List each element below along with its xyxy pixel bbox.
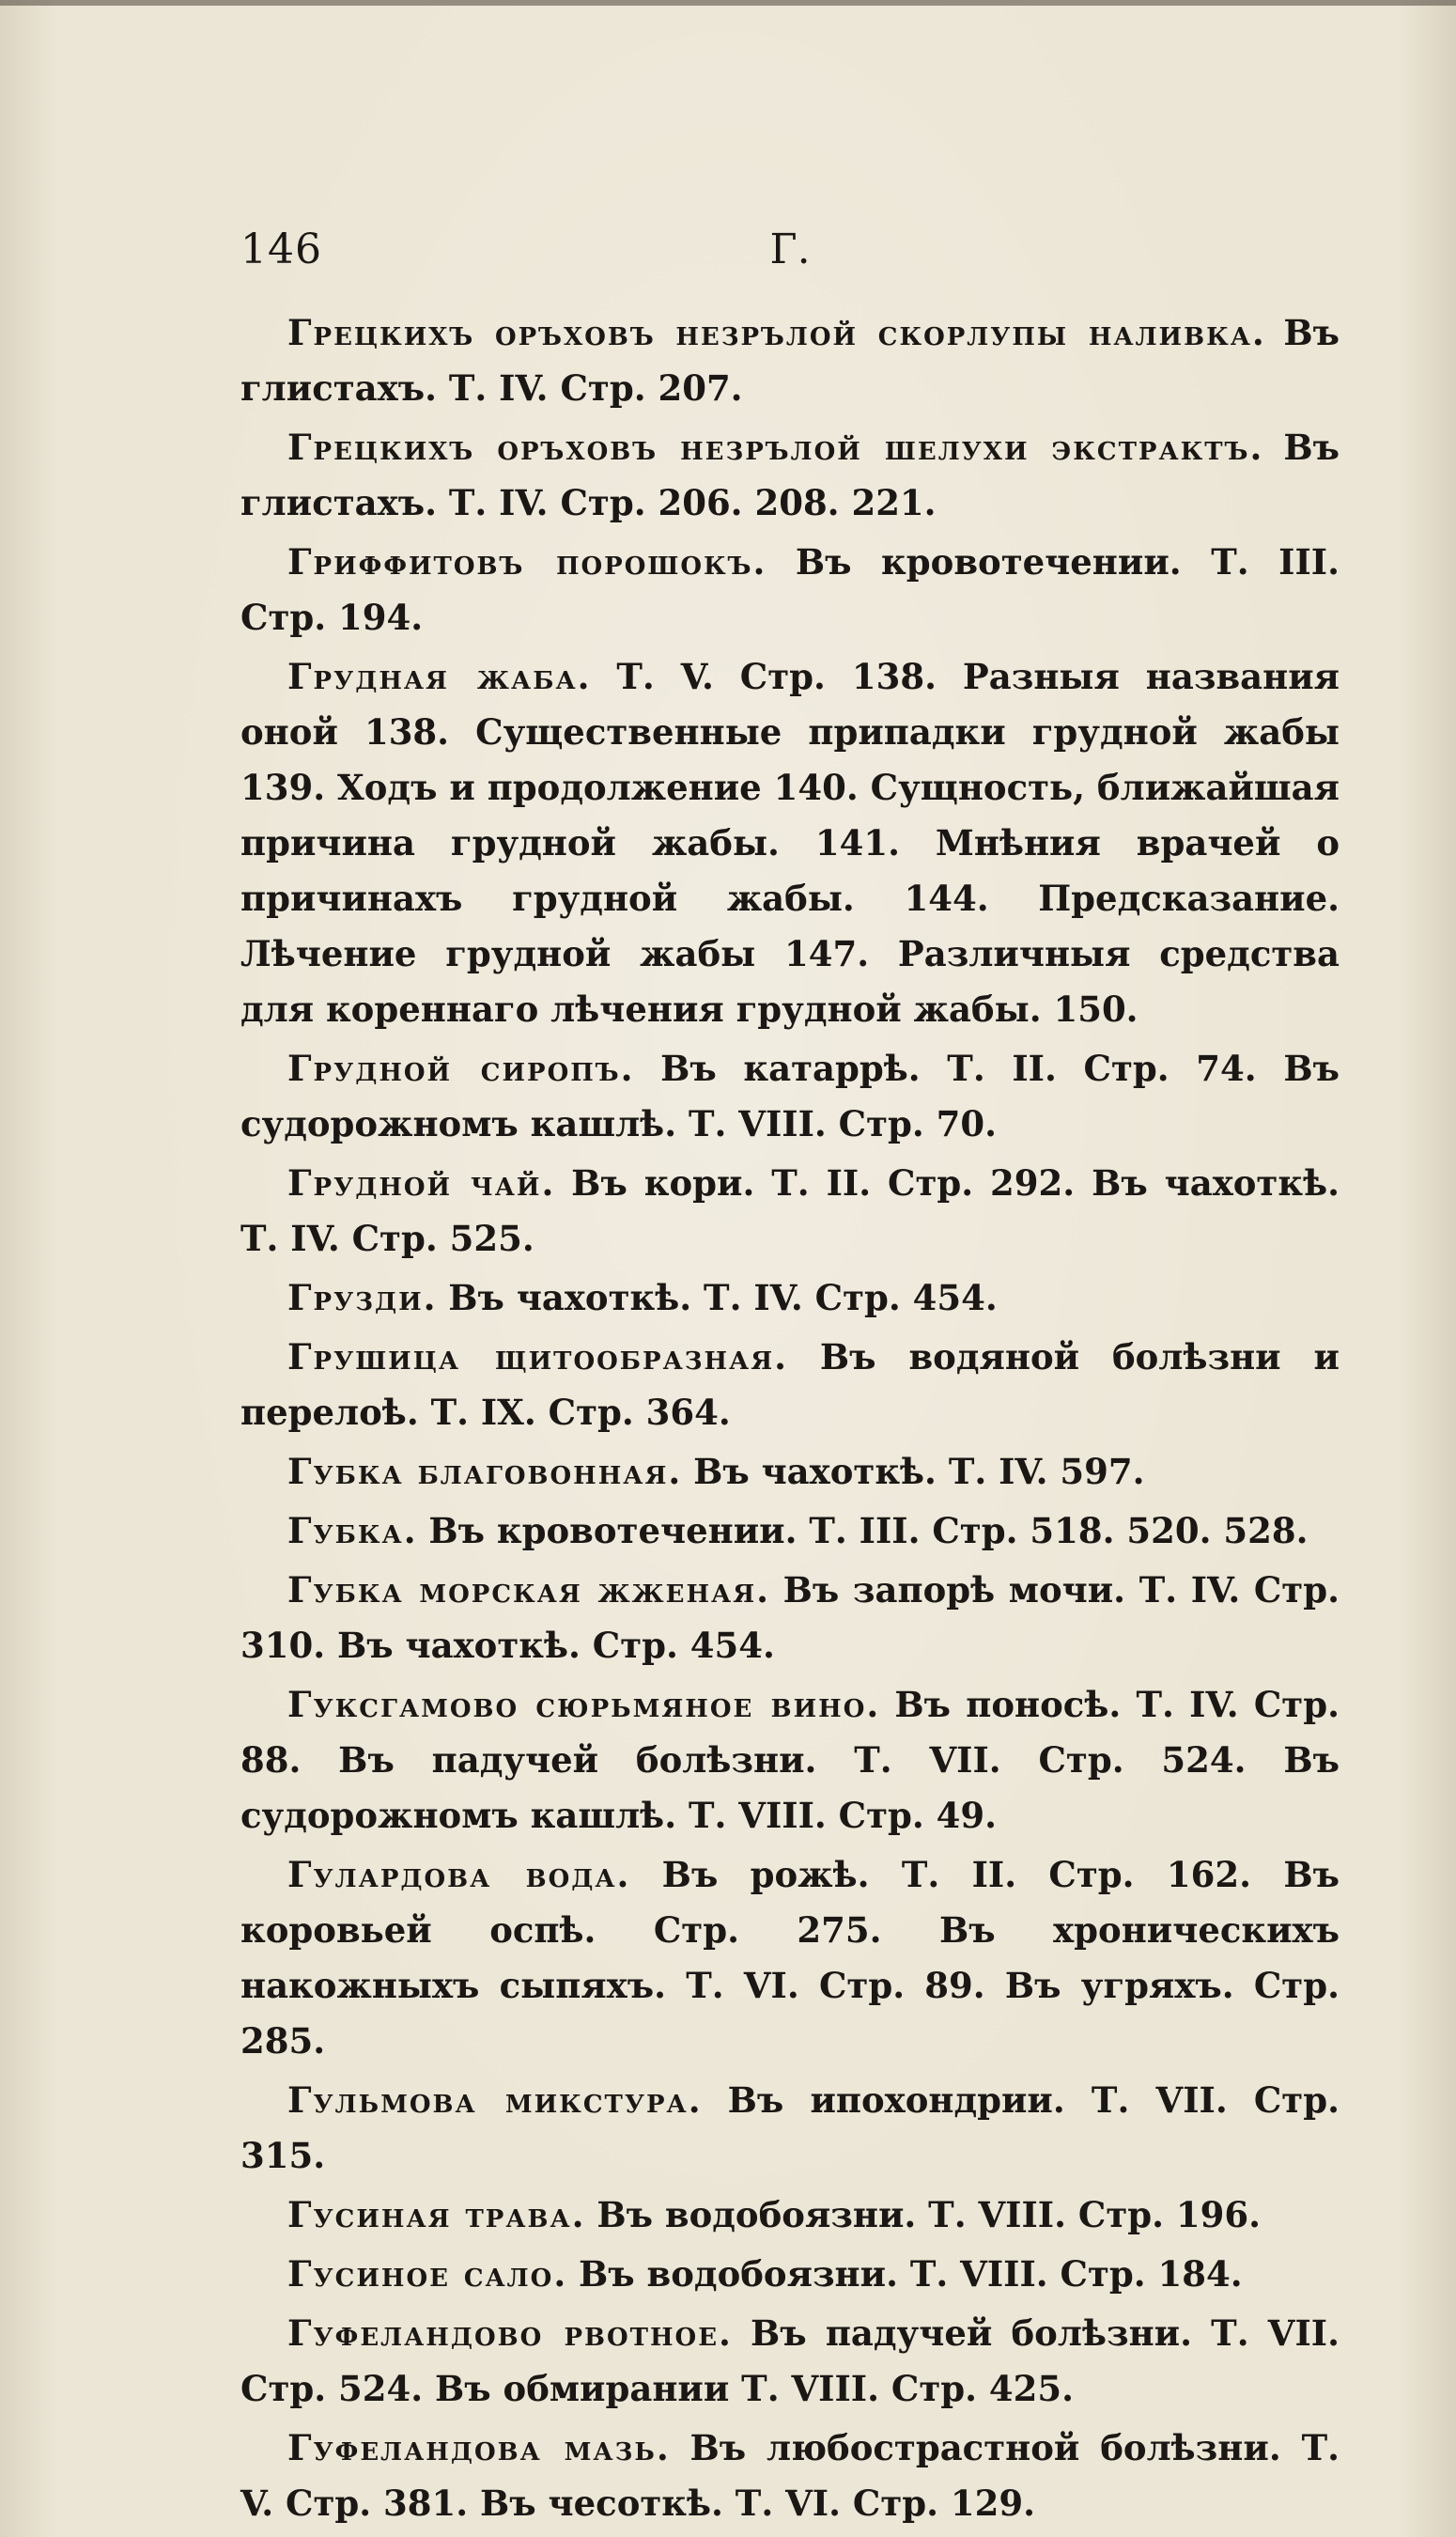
entry-references: Въ падучей болѣзни. Т. VII. Стр. 524. Въ обмирании Т. VIII. Стр. 425.	[240, 2312, 1340, 2409]
index-entry	[240, 305, 1340, 416]
index-entry	[240, 1677, 1340, 1844]
entry-references: Въ запорѣ мочи. Т. IV. Стр. 310. Въ чахоткѣ. Стр. 454.	[240, 1569, 1340, 1666]
entry-heading: Гуксгамово сюрьмяное вино.	[287, 1684, 881, 1725]
index-entry	[240, 1270, 1340, 1326]
entry-references: Въ глистахъ. Т. IV. Стр. 206. 208. 221.	[240, 427, 1340, 523]
entry-references: Въ кори. Т. II. Стр. 292. Въ чахоткѣ. Т. IV. Стр. 525.	[240, 1162, 1340, 1259]
entry-heading: Гулардова вода.	[287, 1854, 631, 1895]
entry-references: Въ водяной болѣзни и перелоѣ. Т. IX. Стр. 364.	[240, 1336, 1340, 1433]
index-entry	[240, 535, 1340, 646]
page-number: 146	[240, 226, 322, 273]
index-entry	[240, 649, 1340, 1037]
index-entry	[240, 1563, 1340, 1673]
entry-heading: Грецкихъ оръховъ незрълой шелухи экстрактъ.	[287, 427, 1264, 468]
index-entry	[240, 2247, 1340, 2302]
entry-heading: Гуфеландова мазь.	[287, 2427, 671, 2468]
entry-heading: Гриффитовъ порошокъ.	[287, 541, 767, 583]
entry-heading: Грудной сиропъ.	[287, 1048, 635, 1089]
section-letter: Г.	[769, 226, 811, 273]
entry-heading: Грецкихъ оръховъ незрълой скорлупы наливка.	[287, 312, 1266, 353]
index-entry	[240, 1330, 1340, 1440]
entry-references: Въ рожѣ. Т. II. Стр. 162. Въ коровьей оспѣ. Стр. 275. Въ хроническихъ накожныхъ сыпяхъ. Т. VI. Стр. 89. Въ угряхъ. Стр. 285.	[240, 1854, 1340, 2062]
index-entry	[240, 2306, 1340, 2417]
entry-references: Въ чахоткѣ. Т. IV. Стр. 454.	[448, 1277, 998, 1318]
index-entry	[240, 1503, 1340, 1559]
entry-references: Т. V. Стр. 138. Разныя названия оной 138. Существенные припадки грудной жабы 139. Ходъ и продолжение 140. Сущность, ближайшая причина грудной жабы. 141. Мнѣния врачей о причинахъ грудной жабы. 144. Предсказание. Лѣчение грудной жабы 147. Различныя средства для кореннаго лѣчения грудной жабы. 150.	[240, 656, 1340, 1030]
entry-references: Въ поносѣ. Т. IV. Стр. 88. Въ падучей болѣзни. Т. VII. Стр. 524. Въ судорожномъ кашлѣ. Т. VIII. Стр. 49.	[240, 1684, 1340, 1836]
entry-heading: Губка.	[287, 1510, 418, 1551]
entry-references: Въ ипохондрии. Т. VII. Стр. 315.	[240, 2079, 1340, 2176]
index-entry	[240, 420, 1340, 531]
index-entry	[240, 1156, 1340, 1267]
entry-references: Въ водобоязни. Т. VIII. Стр. 184.	[578, 2253, 1243, 2295]
entry-references: Въ кровотечении. Т. III. Стр. 518. 520. 528.	[428, 1510, 1309, 1551]
index-entry	[240, 1847, 1340, 2069]
entry-heading: Гусиное сало.	[287, 2253, 568, 2295]
entry-heading: Грудная жаба.	[287, 656, 592, 697]
page-top-edge	[0, 0, 1456, 6]
index-entry	[240, 2420, 1340, 2531]
entry-heading: Грудной чай.	[287, 1162, 556, 1204]
entry-references: Въ катаррѣ. Т. II. Стр. 74. Въ судорожномъ кашлѣ. Т. VIII. Стр. 70.	[240, 1048, 1340, 1144]
entry-heading: Губка благовонная.	[287, 1451, 683, 1492]
entry-heading: Гульмова микстура.	[287, 2079, 703, 2121]
entry-heading: Гуфеландово рвотное.	[287, 2312, 733, 2354]
index-entries	[240, 305, 1340, 2535]
index-entry	[240, 2073, 1340, 2184]
entry-heading: Грушица щитообразная.	[287, 1336, 789, 1377]
entry-references: Въ чахоткѣ. Т. IV. 597.	[693, 1451, 1145, 1492]
page-header	[240, 226, 1340, 291]
entry-references: Въ любострастной болѣзни. Т. V. Стр. 381. Въ чесоткѣ. Т. VI. Стр. 129.	[240, 2427, 1340, 2524]
entry-heading: Гусиная трава.	[287, 2194, 586, 2235]
entry-references: Въ водобоязни. Т. VIII. Стр. 196.	[596, 2194, 1261, 2235]
entry-references: Въ кровотечении. Т. III. Стр. 194.	[240, 541, 1340, 638]
index-entry	[240, 1041, 1340, 1152]
entry-references: Въ глистахъ. Т. IV. Стр. 207.	[240, 312, 1340, 409]
entry-heading: Губка морская жженая.	[287, 1569, 771, 1611]
entry-heading: Грузди.	[287, 1277, 438, 1318]
index-entry	[240, 1444, 1340, 1500]
index-entry	[240, 2187, 1340, 2243]
